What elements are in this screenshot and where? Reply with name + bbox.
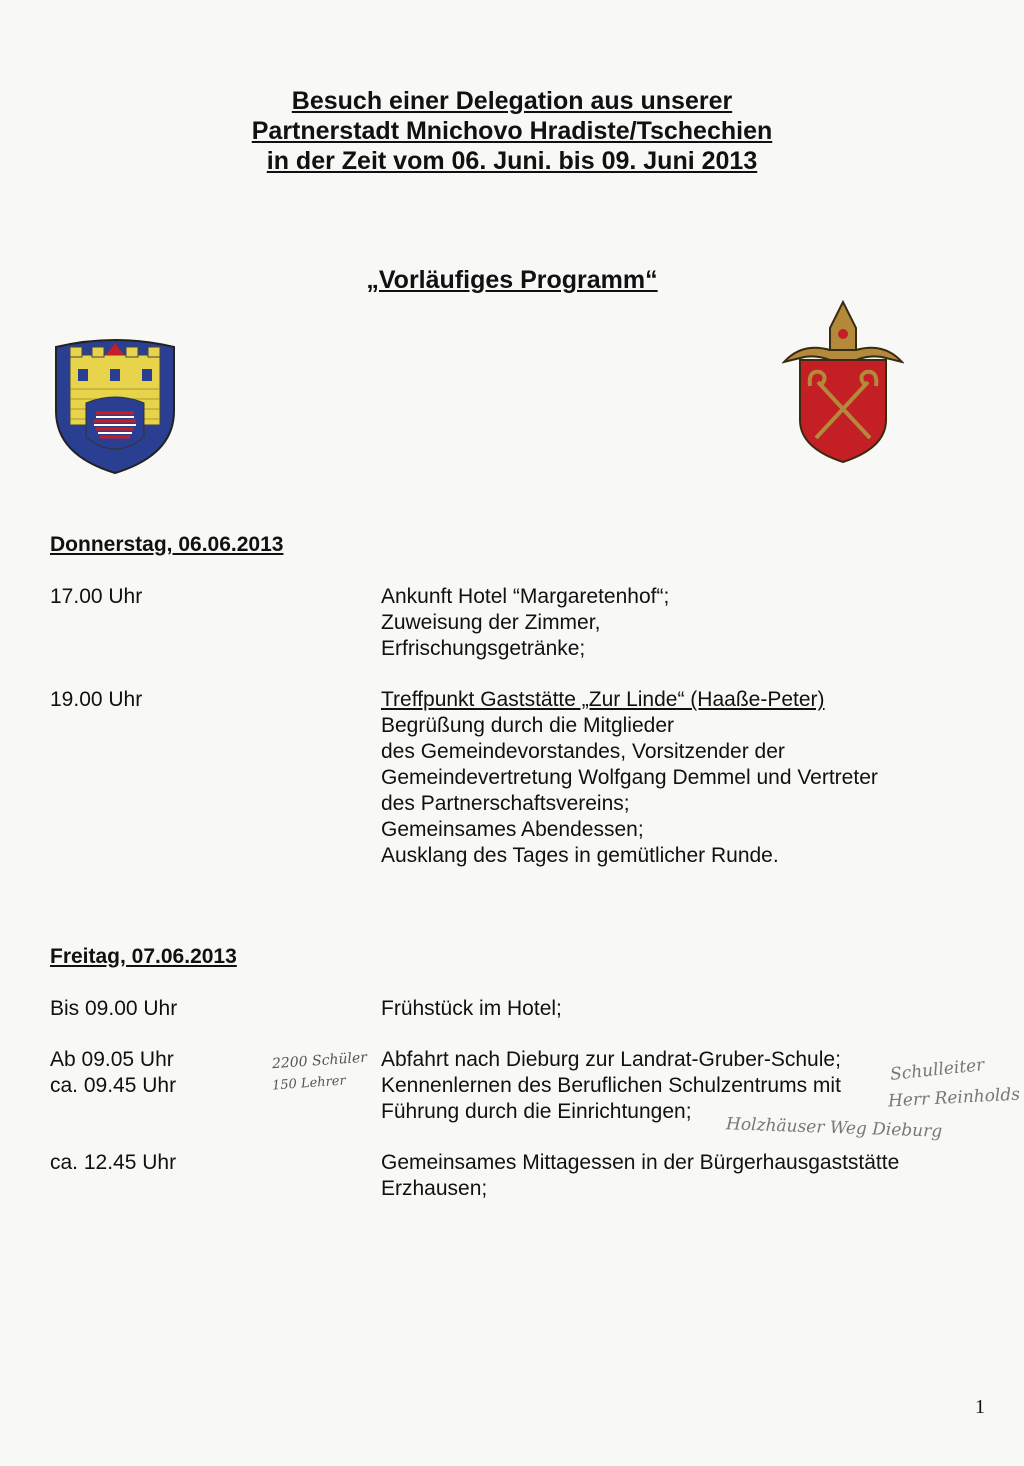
entry-line: Begrüßung durch die Mitglieder [381,714,674,737]
entry-line: des Partnerschaftsvereins; [381,792,630,815]
entry-line: Ankunft Hotel “Margaretenhof“; [381,585,670,608]
entry-line: Gemeinsames Abendessen; [381,818,644,841]
handwritten-note-teachers: 150 Lehrer [271,1073,347,1094]
entry-line: Erfrischungsgetränke; [381,637,586,660]
entry-line: des Gemeindevorstandes, Vorsitzender der [381,740,785,763]
entry-line: Gemeindevertretung Wolfgang Demmel und Vertreter [381,766,878,789]
entry-line: Zuweisung der Zimmer, [381,611,601,634]
entry-time-line: Ab 09.05 Uhr [50,1048,174,1071]
title-line-1: Besuch einer Delegation aus unserer [291,87,733,115]
entry-description [381,996,981,1022]
entry-time: Bis 09.00 Uhr [50,997,178,1020]
entry-time: 17.00 Uhr [50,585,143,608]
entry-line: Führung durch die Einrichtungen; [381,1100,692,1123]
day-heading-friday: Freitag, 07.06.2013 [50,945,237,968]
hesse-town-crest-icon [50,333,180,475]
title-line-2: Partnerstadt Mnichovo Hradiste/Tschechien [251,117,773,145]
handwritten-note-principal: Schulleiter [889,1055,986,1085]
day-heading-thursday: Donnerstag, 06.06.2013 [50,533,284,556]
title-line-3: in der Zeit vom 06. Juni. bis 09. Juni 2013 [266,147,758,175]
entry-line: Abfahrt nach Dieburg zur Landrat-Gruber-Schule; [381,1048,841,1071]
entry-description [381,687,981,869]
document-title [0,86,1024,176]
entry-line: Treffpunkt Gaststätte „Zur Linde“ (Haaße-Peter) [381,688,825,711]
entry-line: Frühstück im Hotel; [381,997,562,1020]
bishop-mitre-crest-icon [782,298,904,466]
entry-time [50,1047,176,1099]
handwritten-note-students: 2200 Schüler [271,1049,368,1073]
entry-line: Ausklang des Tages in gemütlicher Runde. [381,844,779,867]
entry-time-line: ca. 09.45 Uhr [50,1074,177,1097]
page-number: 1 [975,1396,985,1418]
entry-time: 19.00 Uhr [50,688,143,711]
entry-line: Kennenlernen des Beruflichen Schulzentrums mit [381,1074,841,1097]
entry-description [381,584,981,662]
entry-line: Erzhausen; [381,1177,488,1200]
entry-time: ca. 12.45 Uhr [50,1151,177,1174]
handwritten-note-name: Herr Reinholds [887,1084,1021,1112]
handwritten-note-address: Holzhäuser Weg Dieburg [725,1114,943,1142]
entry-description [381,1150,981,1202]
program-subtitle: „Vorläufiges Programm“ [366,266,658,294]
entry-line: Gemeinsames Mittagessen in der Bürgerhausgaststätte [381,1151,900,1174]
entry-description [381,1047,981,1125]
